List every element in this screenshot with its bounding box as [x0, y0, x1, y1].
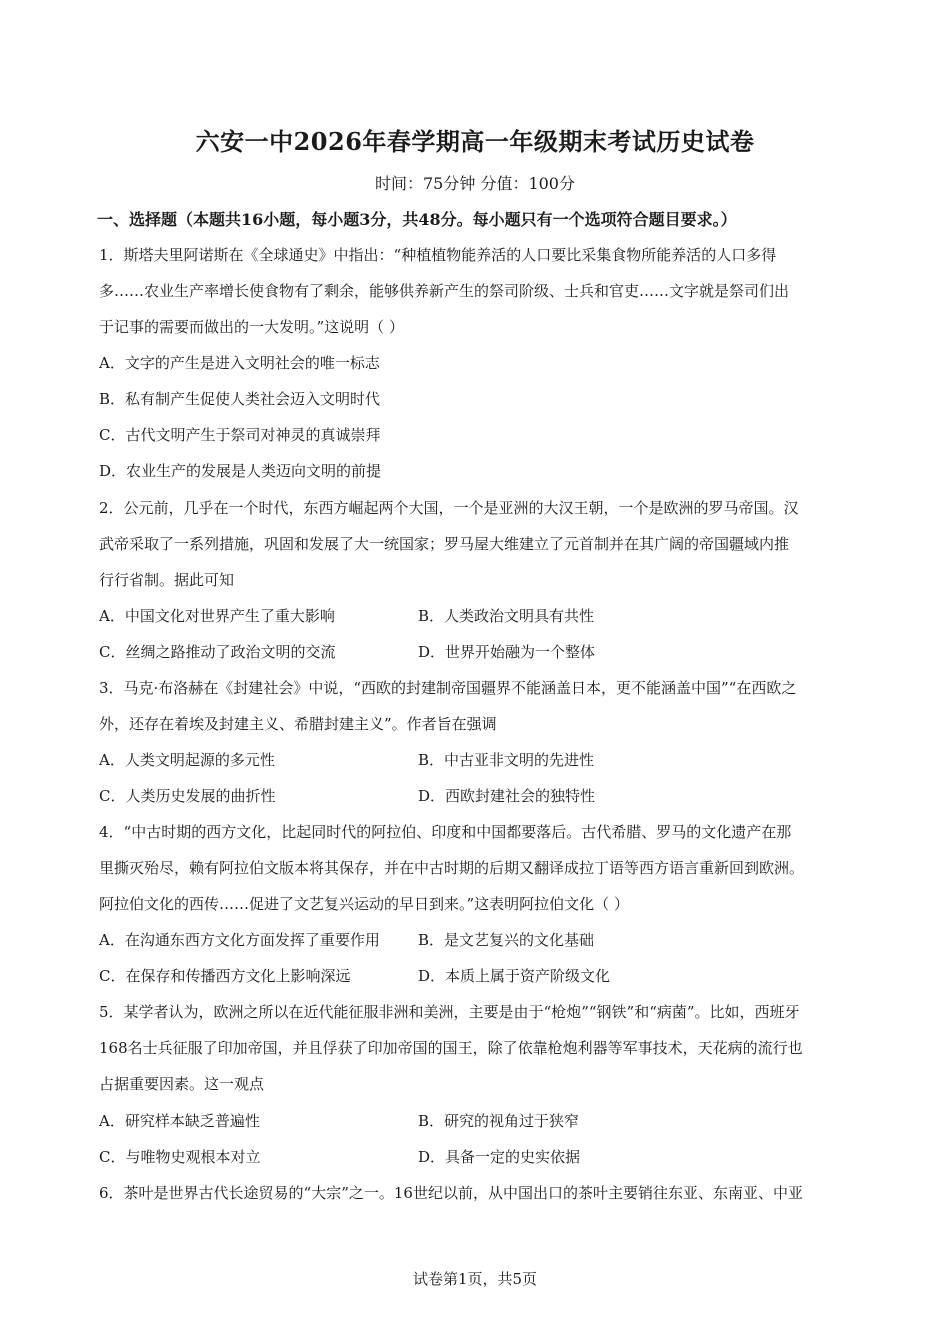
question-1-option-d: D．农业生产的发展是人类迈向文明的前提: [99, 462, 382, 480]
question-2-option-c: C．丝绸之路推动了政治文明的交流: [99, 643, 336, 661]
question-1-text: 1．斯塔夫里阿诺斯在《全球通史》中指出：“种植植物能养活的人口要比采集食物所能养活的人口多得: [99, 246, 777, 264]
page-title: 六安一中2026年春学期高一年级期末考试历史试卷: [195, 127, 755, 156]
question-3-text: 3．马克·布洛赫在《封建社会》中说，“西欧的封建制帝国疆界不能涵盖日本，更不能涵盖中国”“在西欧之: [99, 679, 797, 697]
question-2-option-b: B．人类政治文明具有共性: [418, 607, 595, 625]
question-5-option-c: C．与唯物史观根本对立: [99, 1148, 261, 1166]
question-3-text: 外，还存在着埃及封建主义、希腊封建主义”。作者旨在强调: [99, 715, 497, 733]
question-5-text: 占据重要因素。这一观点: [99, 1075, 265, 1093]
question-5-option-d: D．具备一定的史实依据: [418, 1148, 581, 1166]
question-4-text: 阿拉伯文化的西传……促进了文艺复兴运动的早日到来。”这表明阿拉伯文化（ ）: [99, 895, 629, 913]
question-2-option-a: A．中国文化对世界产生了重大影响: [99, 607, 335, 625]
question-1-text: 多……农业生产率增长使食物有了剩余，能够供养新产生的祭司阶级、士兵和官吏……文字就是祭司们出: [99, 282, 790, 300]
question-4-text: 4．“中古时期的西方文化，比起同时代的阿拉伯、印度和中国都要落后。古代希腊、罗马的文化遗产在那: [99, 823, 792, 841]
question-4-option-c: C．在保存和传播西方文化上影响深远: [99, 967, 351, 985]
section-heading: 一、选择题（本题共16小题，每小题3分，共48分。每小题只有一个选项符合题目要求。）: [97, 210, 737, 229]
question-5-text: 5．某学者认为，欧洲之所以在近代能征服非洲和美洲，主要是由于“枪炮”“钢铁”和“病菌”。比如，西班牙: [99, 1003, 800, 1021]
question-3-option-a: A．人类文明起源的多元性: [99, 751, 275, 769]
question-3-option-c: C．人类历史发展的曲折性: [99, 787, 276, 805]
question-3-option-b: B．中古亚非文明的先进性: [418, 751, 595, 769]
question-1-option-a: A．文字的产生是进入文明社会的唯一标志: [99, 354, 380, 372]
question-5-option-b: B．研究的视角过于狭窄: [418, 1112, 580, 1130]
question-4-text: 里撕灭殆尽，赖有阿拉伯文版本将其保存，并在中古时期的后期又翻译成拉丁语等西方语言重新回到欧洲。: [99, 859, 805, 877]
question-6-text: 6．茶叶是世界古代长途贸易的“大宗”之一。16世纪以前，从中国出口的茶叶主要销往东亚、东南亚、中亚: [99, 1184, 803, 1202]
question-5-text: 168名士兵征服了印加帝国，并且俘获了印加帝国的国王，除了依靠枪炮利器等军事技术，天花病的流行也: [99, 1039, 803, 1057]
exam-time-score: 时间：75分钟 分值：100分: [375, 174, 575, 193]
question-3-option-d: D．西欧封建社会的独特性: [418, 787, 596, 805]
question-2-text: 武帝采取了一系列措施，巩固和发展了大一统国家；罗马屋大维建立了元首制并在其广阔的帝国疆域内推: [99, 535, 790, 553]
question-1-option-c: C．古代文明产生于祭司对神灵的真诚崇拜: [99, 426, 381, 444]
question-4-option-a: A．在沟通东西方文化方面发挥了重要作用: [99, 931, 380, 949]
question-2-option-d: D．世界开始融为一个整体: [418, 643, 596, 661]
question-4-option-b: B．是文艺复兴的文化基础: [418, 931, 595, 949]
question-1-option-b: B．私有制产生促使人类社会迈入文明时代: [99, 390, 381, 408]
page-footer: 试卷第1页，共5页: [412, 1270, 538, 1288]
question-4-option-d: D．本质上属于资产阶级文化: [418, 967, 611, 985]
question-1-text: 于记事的需要而做出的一大发明。”这说明（ ）: [99, 318, 404, 336]
question-2-text: 2．公元前，几乎在一个时代，东西方崛起两个大国，一个是亚洲的大汉王朝，一个是欧洲的罗马帝国。汉: [99, 499, 799, 517]
question-5-option-a: A．研究样本缺乏普遍性: [99, 1112, 260, 1130]
question-2-text: 行行省制。据此可知: [99, 571, 235, 589]
